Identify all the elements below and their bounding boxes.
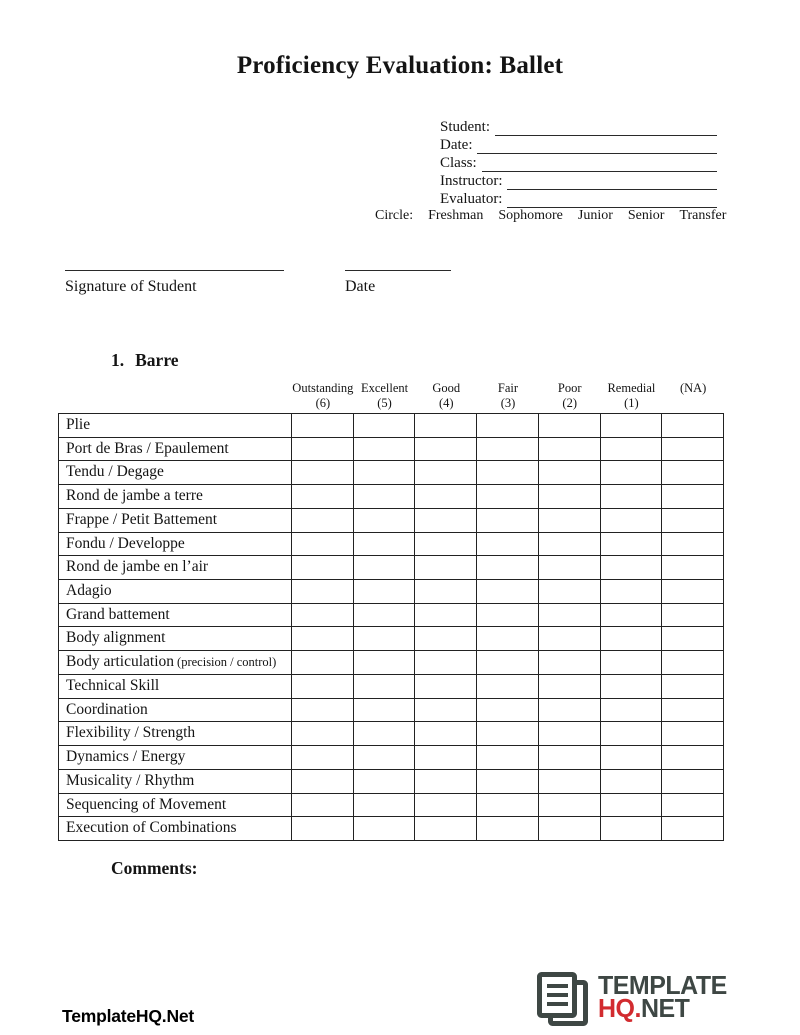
score-cell-poor[interactable] bbox=[539, 438, 601, 462]
score-cell-fair[interactable] bbox=[477, 580, 539, 604]
table-row bbox=[59, 414, 724, 438]
rating-name: Poor bbox=[557, 381, 582, 395]
score-cell-remedial[interactable] bbox=[601, 794, 663, 818]
skill-label: Flexibility / Strength bbox=[66, 724, 196, 742]
skill-label: Port de Bras / Epaulement bbox=[66, 439, 229, 457]
info-row bbox=[440, 190, 717, 208]
score-cell-fair[interactable] bbox=[477, 817, 539, 841]
score-cell-poor[interactable] bbox=[539, 414, 601, 438]
score-cell-na[interactable] bbox=[662, 746, 724, 770]
score-cell-excellent[interactable] bbox=[354, 533, 416, 557]
table-row bbox=[59, 746, 724, 770]
score-cell-excellent[interactable] bbox=[354, 746, 416, 770]
skill-label: Sequencing of Movement bbox=[66, 795, 227, 813]
score-cell-outstanding[interactable] bbox=[292, 485, 354, 509]
score-cell-na[interactable] bbox=[662, 794, 724, 818]
rating-column-header bbox=[292, 381, 354, 411]
score-cell-outstanding[interactable] bbox=[292, 414, 354, 438]
score-cell-poor[interactable] bbox=[539, 699, 601, 723]
score-cell-good[interactable] bbox=[415, 556, 477, 580]
rating-value: (4) bbox=[438, 396, 454, 410]
rating-value: (6) bbox=[315, 396, 331, 410]
score-cell-good[interactable] bbox=[415, 699, 477, 723]
score-cell-outstanding[interactable] bbox=[292, 794, 354, 818]
score-cell-na[interactable] bbox=[662, 580, 724, 604]
rating-name: Outstanding bbox=[292, 381, 354, 395]
score-cell-poor[interactable] bbox=[539, 817, 601, 841]
rating-name: Good bbox=[432, 381, 461, 395]
score-cell-na[interactable] bbox=[662, 604, 724, 628]
skill-label: Technical Skill bbox=[66, 676, 160, 694]
score-cell-outstanding[interactable] bbox=[292, 699, 354, 723]
skill-label: Tendu / Degage bbox=[66, 463, 164, 481]
score-cell-poor[interactable] bbox=[539, 675, 601, 699]
score-cell-excellent[interactable] bbox=[354, 627, 416, 651]
score-cell-poor[interactable] bbox=[539, 794, 601, 818]
score-cell-na[interactable] bbox=[662, 533, 724, 557]
score-cell-excellent[interactable] bbox=[354, 817, 416, 841]
score-cell-good[interactable] bbox=[415, 485, 477, 509]
rating-column-header bbox=[415, 381, 477, 411]
score-cell-fair[interactable] bbox=[477, 675, 539, 699]
score-cell-na[interactable] bbox=[662, 556, 724, 580]
score-cell-na[interactable] bbox=[662, 675, 724, 699]
score-cell-remedial[interactable] bbox=[601, 770, 663, 794]
class-year-option-transfer[interactable]: Transfer bbox=[679, 208, 727, 223]
score-cell-remedial[interactable] bbox=[601, 580, 663, 604]
score-cell-poor[interactable] bbox=[539, 722, 601, 746]
field-label: Date: bbox=[440, 137, 473, 153]
score-cell-remedial[interactable] bbox=[601, 438, 663, 462]
score-cell-fair[interactable] bbox=[477, 651, 539, 675]
score-cell-poor[interactable] bbox=[539, 485, 601, 509]
rating-value: (5) bbox=[377, 396, 392, 410]
score-cell-good[interactable] bbox=[415, 438, 477, 462]
rating-column-header bbox=[354, 381, 416, 411]
score-cell-good[interactable] bbox=[415, 533, 477, 557]
score-cell-excellent[interactable] bbox=[354, 485, 416, 509]
table-row bbox=[59, 556, 724, 580]
skill-label: Body articulation bbox=[66, 653, 175, 671]
fill-in-line[interactable] bbox=[507, 175, 717, 190]
score-cell-excellent[interactable] bbox=[354, 509, 416, 533]
skill-note: (precision / control) bbox=[177, 655, 277, 670]
score-cell-excellent[interactable] bbox=[354, 699, 416, 723]
score-cell-fair[interactable] bbox=[477, 770, 539, 794]
score-cell-fair[interactable] bbox=[477, 533, 539, 557]
signature-label: Signature of Student bbox=[65, 278, 197, 295]
score-cell-fair[interactable] bbox=[477, 699, 539, 723]
score-cell-good[interactable] bbox=[415, 509, 477, 533]
score-cell-good[interactable] bbox=[415, 675, 477, 699]
skill-label: Execution of Combinations bbox=[66, 819, 237, 837]
skill-label: Fondu / Developpe bbox=[66, 534, 185, 552]
table-row bbox=[59, 533, 724, 557]
table-row bbox=[59, 699, 724, 723]
field-label: Instructor: bbox=[440, 173, 503, 189]
skill-label: Coordination bbox=[66, 700, 148, 718]
score-cell-poor[interactable] bbox=[539, 651, 601, 675]
page-title: Proficiency Evaluation: Ballet bbox=[236, 52, 564, 79]
score-cell-outstanding[interactable] bbox=[292, 556, 354, 580]
table-row bbox=[59, 438, 724, 462]
score-cell-na[interactable] bbox=[662, 485, 724, 509]
score-cell-excellent[interactable] bbox=[354, 414, 416, 438]
class-year-circle-row bbox=[375, 208, 727, 224]
score-cell-remedial[interactable] bbox=[601, 699, 663, 723]
info-row bbox=[440, 154, 717, 172]
score-cell-good[interactable] bbox=[415, 794, 477, 818]
score-cell-poor[interactable] bbox=[539, 556, 601, 580]
field-label: Student: bbox=[440, 119, 491, 135]
score-cell-outstanding[interactable] bbox=[292, 722, 354, 746]
student-info-section bbox=[440, 118, 717, 208]
score-cell-outstanding[interactable] bbox=[292, 509, 354, 533]
proficiency-table bbox=[58, 413, 724, 841]
class-year-option-junior[interactable]: Junior bbox=[577, 208, 613, 223]
fill-in-line[interactable] bbox=[507, 193, 717, 208]
class-year-option-senior[interactable]: Senior bbox=[627, 208, 665, 223]
score-cell-fair[interactable] bbox=[477, 794, 539, 818]
logo-text bbox=[598, 970, 727, 1023]
score-cell-excellent[interactable] bbox=[354, 461, 416, 485]
score-cell-fair[interactable] bbox=[477, 746, 539, 770]
table-row bbox=[59, 794, 724, 818]
score-cell-na[interactable] bbox=[662, 509, 724, 533]
rating-scale-header bbox=[292, 381, 724, 411]
score-cell-outstanding[interactable] bbox=[292, 651, 354, 675]
table-row bbox=[59, 770, 724, 794]
skill-label: Dynamics / Energy bbox=[66, 748, 186, 766]
fill-in-line[interactable] bbox=[477, 139, 717, 154]
score-cell-excellent[interactable] bbox=[354, 556, 416, 580]
score-cell-fair[interactable] bbox=[477, 414, 539, 438]
score-cell-outstanding[interactable] bbox=[292, 675, 354, 699]
score-cell-poor[interactable] bbox=[539, 604, 601, 628]
score-cell-remedial[interactable] bbox=[601, 627, 663, 651]
skill-label: Musicality / Rhythm bbox=[66, 771, 195, 789]
table-row bbox=[59, 604, 724, 628]
score-cell-good[interactable] bbox=[415, 580, 477, 604]
rating-value: (2) bbox=[562, 396, 577, 410]
score-cell-good[interactable] bbox=[415, 746, 477, 770]
rating-value: (NA) bbox=[679, 381, 707, 395]
field-label: Evaluator: bbox=[440, 191, 503, 207]
score-cell-fair[interactable] bbox=[477, 556, 539, 580]
skill-label: Rond de jambe a terre bbox=[66, 487, 203, 505]
score-cell-na[interactable] bbox=[662, 699, 724, 723]
table-row bbox=[59, 675, 724, 699]
score-cell-remedial[interactable] bbox=[601, 651, 663, 675]
rating-value: (3) bbox=[500, 396, 516, 410]
score-cell-fair[interactable] bbox=[477, 438, 539, 462]
table-row bbox=[59, 722, 724, 746]
score-cell-remedial[interactable] bbox=[601, 746, 663, 770]
fill-in-line[interactable] bbox=[482, 157, 717, 172]
score-cell-na[interactable] bbox=[662, 414, 724, 438]
skill-label: Body alignment bbox=[66, 629, 166, 647]
score-cell-good[interactable] bbox=[415, 627, 477, 651]
score-cell-excellent[interactable] bbox=[354, 438, 416, 462]
score-cell-poor[interactable] bbox=[539, 627, 601, 651]
section-heading-barre bbox=[111, 350, 179, 371]
score-cell-fair[interactable] bbox=[477, 722, 539, 746]
score-cell-good[interactable] bbox=[415, 604, 477, 628]
score-cell-outstanding[interactable] bbox=[292, 461, 354, 485]
class-year-option-freshman[interactable]: Freshman bbox=[428, 208, 484, 223]
rating-name: Remedial bbox=[607, 381, 656, 395]
rating-column-header bbox=[601, 381, 663, 411]
circle-instruction-label: Circle: bbox=[375, 208, 414, 223]
score-cell-na[interactable] bbox=[662, 817, 724, 841]
section-name: Barre bbox=[135, 350, 179, 370]
rating-name: Excellent bbox=[360, 381, 409, 395]
rating-column-header bbox=[477, 381, 539, 411]
score-cell-poor[interactable] bbox=[539, 461, 601, 485]
score-cell-fair[interactable] bbox=[477, 509, 539, 533]
score-cell-good[interactable] bbox=[415, 722, 477, 746]
table-row bbox=[59, 627, 724, 651]
score-cell-poor[interactable] bbox=[539, 509, 601, 533]
skill-label: Rond de jambe en l’air bbox=[66, 558, 209, 576]
score-cell-outstanding[interactable] bbox=[292, 770, 354, 794]
score-cell-poor[interactable] bbox=[539, 533, 601, 557]
score-cell-excellent[interactable] bbox=[354, 675, 416, 699]
table-row bbox=[59, 461, 724, 485]
score-cell-remedial[interactable] bbox=[601, 604, 663, 628]
score-cell-poor[interactable] bbox=[539, 580, 601, 604]
class-year-option-sophomore[interactable]: Sophomore bbox=[498, 208, 563, 223]
info-row bbox=[440, 172, 717, 190]
score-cell-na[interactable] bbox=[662, 438, 724, 462]
score-cell-outstanding[interactable] bbox=[292, 627, 354, 651]
score-cell-good[interactable] bbox=[415, 651, 477, 675]
score-cell-excellent[interactable] bbox=[354, 580, 416, 604]
score-cell-fair[interactable] bbox=[477, 485, 539, 509]
score-cell-remedial[interactable] bbox=[601, 675, 663, 699]
table-row bbox=[59, 651, 724, 675]
table-row bbox=[59, 817, 724, 841]
score-cell-fair[interactable] bbox=[477, 461, 539, 485]
logo-text-template: TEMPLATE bbox=[598, 970, 727, 1000]
score-cell-fair[interactable] bbox=[477, 627, 539, 651]
signature-date-line[interactable] bbox=[345, 270, 451, 271]
score-cell-remedial[interactable] bbox=[601, 509, 663, 533]
score-cell-good[interactable] bbox=[415, 770, 477, 794]
rating-value: (1) bbox=[624, 396, 639, 410]
skill-label: Adagio bbox=[66, 582, 112, 600]
score-cell-excellent[interactable] bbox=[354, 722, 416, 746]
score-cell-outstanding[interactable] bbox=[292, 533, 354, 557]
logo-text-hq: HQ. bbox=[598, 993, 641, 1023]
skill-label: Frappe / Petit Battement bbox=[66, 510, 218, 528]
score-cell-na[interactable] bbox=[662, 722, 724, 746]
rating-column-header bbox=[539, 381, 601, 411]
score-cell-excellent[interactable] bbox=[354, 604, 416, 628]
score-cell-remedial[interactable] bbox=[601, 414, 663, 438]
info-row bbox=[440, 118, 717, 136]
table-row bbox=[59, 580, 724, 604]
footer-site-name: TemplateHQ.Net bbox=[62, 1006, 195, 1026]
score-cell-na[interactable] bbox=[662, 627, 724, 651]
skill-label: Grand battement bbox=[66, 605, 170, 623]
score-cell-outstanding[interactable] bbox=[292, 604, 354, 628]
score-cell-na[interactable] bbox=[662, 770, 724, 794]
logo-text-net: NET bbox=[640, 993, 690, 1023]
templatehq-logo bbox=[536, 971, 732, 1033]
score-cell-fair[interactable] bbox=[477, 604, 539, 628]
field-label: Class: bbox=[440, 155, 477, 171]
score-cell-outstanding[interactable] bbox=[292, 580, 354, 604]
comments-label: Comments: bbox=[111, 858, 198, 878]
score-cell-outstanding[interactable] bbox=[292, 817, 354, 841]
score-cell-excellent[interactable] bbox=[354, 770, 416, 794]
stacked-documents-icon bbox=[536, 971, 591, 1033]
score-cell-good[interactable] bbox=[415, 817, 477, 841]
score-cell-remedial[interactable] bbox=[601, 485, 663, 509]
score-cell-good[interactable] bbox=[415, 461, 477, 485]
score-cell-remedial[interactable] bbox=[601, 817, 663, 841]
score-cell-good[interactable] bbox=[415, 414, 477, 438]
skill-label: Plie bbox=[66, 416, 91, 433]
fill-in-line[interactable] bbox=[495, 121, 717, 136]
score-cell-remedial[interactable] bbox=[601, 556, 663, 580]
score-cell-excellent[interactable] bbox=[354, 794, 416, 818]
section-number: 1. bbox=[111, 350, 125, 370]
signature-line[interactable] bbox=[65, 270, 284, 271]
score-cell-outstanding[interactable] bbox=[292, 746, 354, 770]
score-cell-na[interactable] bbox=[662, 461, 724, 485]
score-cell-remedial[interactable] bbox=[601, 533, 663, 557]
info-row bbox=[440, 136, 717, 154]
score-cell-na[interactable] bbox=[662, 651, 724, 675]
rating-name: Fair bbox=[497, 381, 519, 395]
signature-date-label: Date bbox=[345, 278, 376, 295]
score-cell-poor[interactable] bbox=[539, 770, 601, 794]
score-cell-poor[interactable] bbox=[539, 746, 601, 770]
score-cell-remedial[interactable] bbox=[601, 461, 663, 485]
score-cell-outstanding[interactable] bbox=[292, 438, 354, 462]
rating-column-header bbox=[662, 381, 724, 411]
score-cell-excellent[interactable] bbox=[354, 651, 416, 675]
table-row bbox=[59, 485, 724, 509]
table-row bbox=[59, 509, 724, 533]
score-cell-remedial[interactable] bbox=[601, 722, 663, 746]
